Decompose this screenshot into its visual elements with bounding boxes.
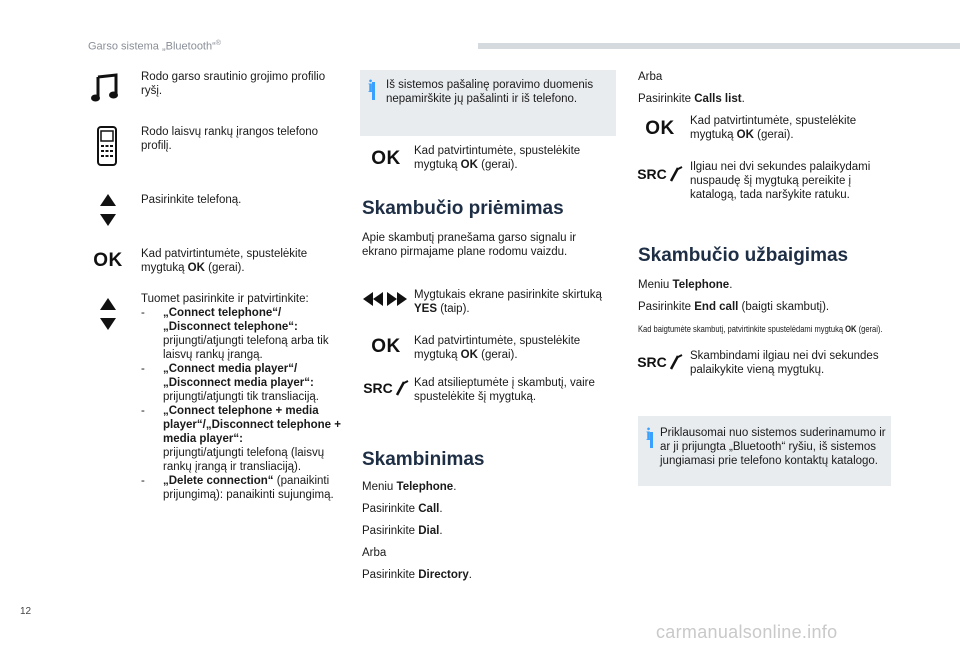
select-directory-text: Pasirinkite Directory. <box>362 569 472 581</box>
or-text: Arba <box>362 547 387 559</box>
header-divider <box>478 43 960 49</box>
src-phone-button-icon: SRC <box>362 378 410 398</box>
info-icon: i <box>368 76 374 96</box>
confirm-ok-text: Kad patvirtintumėte, spustelėkite mygtuką OK (gerai). <box>414 335 581 361</box>
handsfree-profile-text: Rodo laisvų rankų įrangos telefono profilį. <box>141 126 319 152</box>
confirm-ok-text: Kad patvirtintumėte, spustelėkite mygtuką OK (gerai). <box>690 115 857 141</box>
left-right-arrows-icon <box>362 290 408 308</box>
list-item: - „Connect telephone“/ „Disconnect telephone“: prijungti/atjungti telefoną arba tik laisvų rankų įrangą. <box>141 307 329 361</box>
src-phone-button-icon: SRC <box>636 164 684 184</box>
options-intro: Tuomet pasirinkite ir patvirtinkite: <box>141 293 309 305</box>
watermark: carmanualsonline.info <box>656 622 838 642</box>
ok-button-icon: OK <box>645 118 675 139</box>
heading-receive-call: Skambučio priėmimas <box>362 198 564 219</box>
answer-call-text: Kad atsilieptumėte į skambutį, vaire spustelėkite šį mygtuką. <box>414 377 595 403</box>
info-text: Priklausomai nuo sistemos suderinamumo ir ar ji prijungta „Bluetooth“ ryšiu, iš sistemos jungiamasi prie telefono kontaktų katalogo. <box>660 427 886 467</box>
up-down-arrows-icon <box>96 296 120 332</box>
up-down-arrows-icon <box>96 192 120 228</box>
select-yes-tab-text: Mygtukais ekrane pasirinkite skirtuką YES (taip). <box>414 289 602 315</box>
info-box-unpair <box>360 70 616 136</box>
confirm-ok-text: Kad patvirtintumėte, spustelėkite mygtuką OK (gerai). <box>141 248 308 274</box>
ok-button-icon: OK <box>93 250 123 271</box>
src-phone-button-icon: SRC <box>636 352 684 372</box>
end-call-note: Kad baigtumėte skambutį, patvirtinkite spustelėdami mygtuką OK (gerai). <box>638 324 883 334</box>
select-call-text: Pasirinkite Call. <box>362 503 443 515</box>
hold-directory-text: Ilgiau nei dvi sekundes palaikydami nuspaudę šį mygtuką pereikite į katalogą, tada naršykite ratuku. <box>690 161 871 201</box>
select-calls-list-text: Pasirinkite Calls list. <box>638 93 745 105</box>
music-note-icon <box>88 72 124 104</box>
menu-telephone-text: Meniu Telephone. <box>638 279 733 291</box>
connection-options <box>141 292 341 502</box>
ok-button-icon: OK <box>371 336 401 357</box>
select-phone-text: Pasirinkite telefoną. <box>141 194 242 206</box>
ok-button-icon: OK <box>371 148 401 169</box>
info-icon: i <box>646 424 652 444</box>
page-number: 12 <box>20 606 32 617</box>
select-dial-text: Pasirinkite Dial. <box>362 525 443 537</box>
list-item: - „Connect media player“/ „Disconnect media player“: prijungti/atjungti tik transliaciją. <box>141 363 319 403</box>
heading-end-call: Skambučio užbaigimas <box>638 245 849 266</box>
mobile-phone-icon <box>95 124 119 168</box>
heading-make-call: Skambinimas <box>362 449 485 470</box>
list-item: - „Connect telephone + media player“/„Disconnect telephone + media player“: prijungti/atjungti telefoną (laisvų rankų įrangą ir transliaciją). <box>141 405 341 473</box>
info-box-contacts <box>638 416 891 486</box>
hold-two-seconds-text: Skambindami ilgiau nei dvi sekundes palaikykite vieną mygtukų. <box>690 350 879 376</box>
streaming-profile-text: Rodo garso srautinio grojimo profilio ryšį. <box>141 71 326 97</box>
menu-telephone-text: Meniu Telephone. <box>362 481 457 493</box>
or-text: Arba <box>638 71 663 83</box>
confirm-ok-text: Kad patvirtintumėte, spustelėkite mygtuką OK (gerai). <box>414 145 581 171</box>
list-item: - „Delete connection“ (panaikinti prijungimą): panaikinti sujungimą. <box>141 475 334 501</box>
info-text: Iš sistemos pašalinę poravimo duomenis nepamirškite jų pašalinti ir iš telefono. <box>386 79 594 105</box>
section-title: Garso sistema „Bluetooth“® <box>88 40 221 53</box>
receive-call-text: Apie skambutį pranešama garso signalu ir ekrano pirmajame plane rodomu vaizdu. <box>362 232 577 258</box>
select-end-call-text: Pasirinkite End call (baigti skambutį). <box>638 301 830 313</box>
